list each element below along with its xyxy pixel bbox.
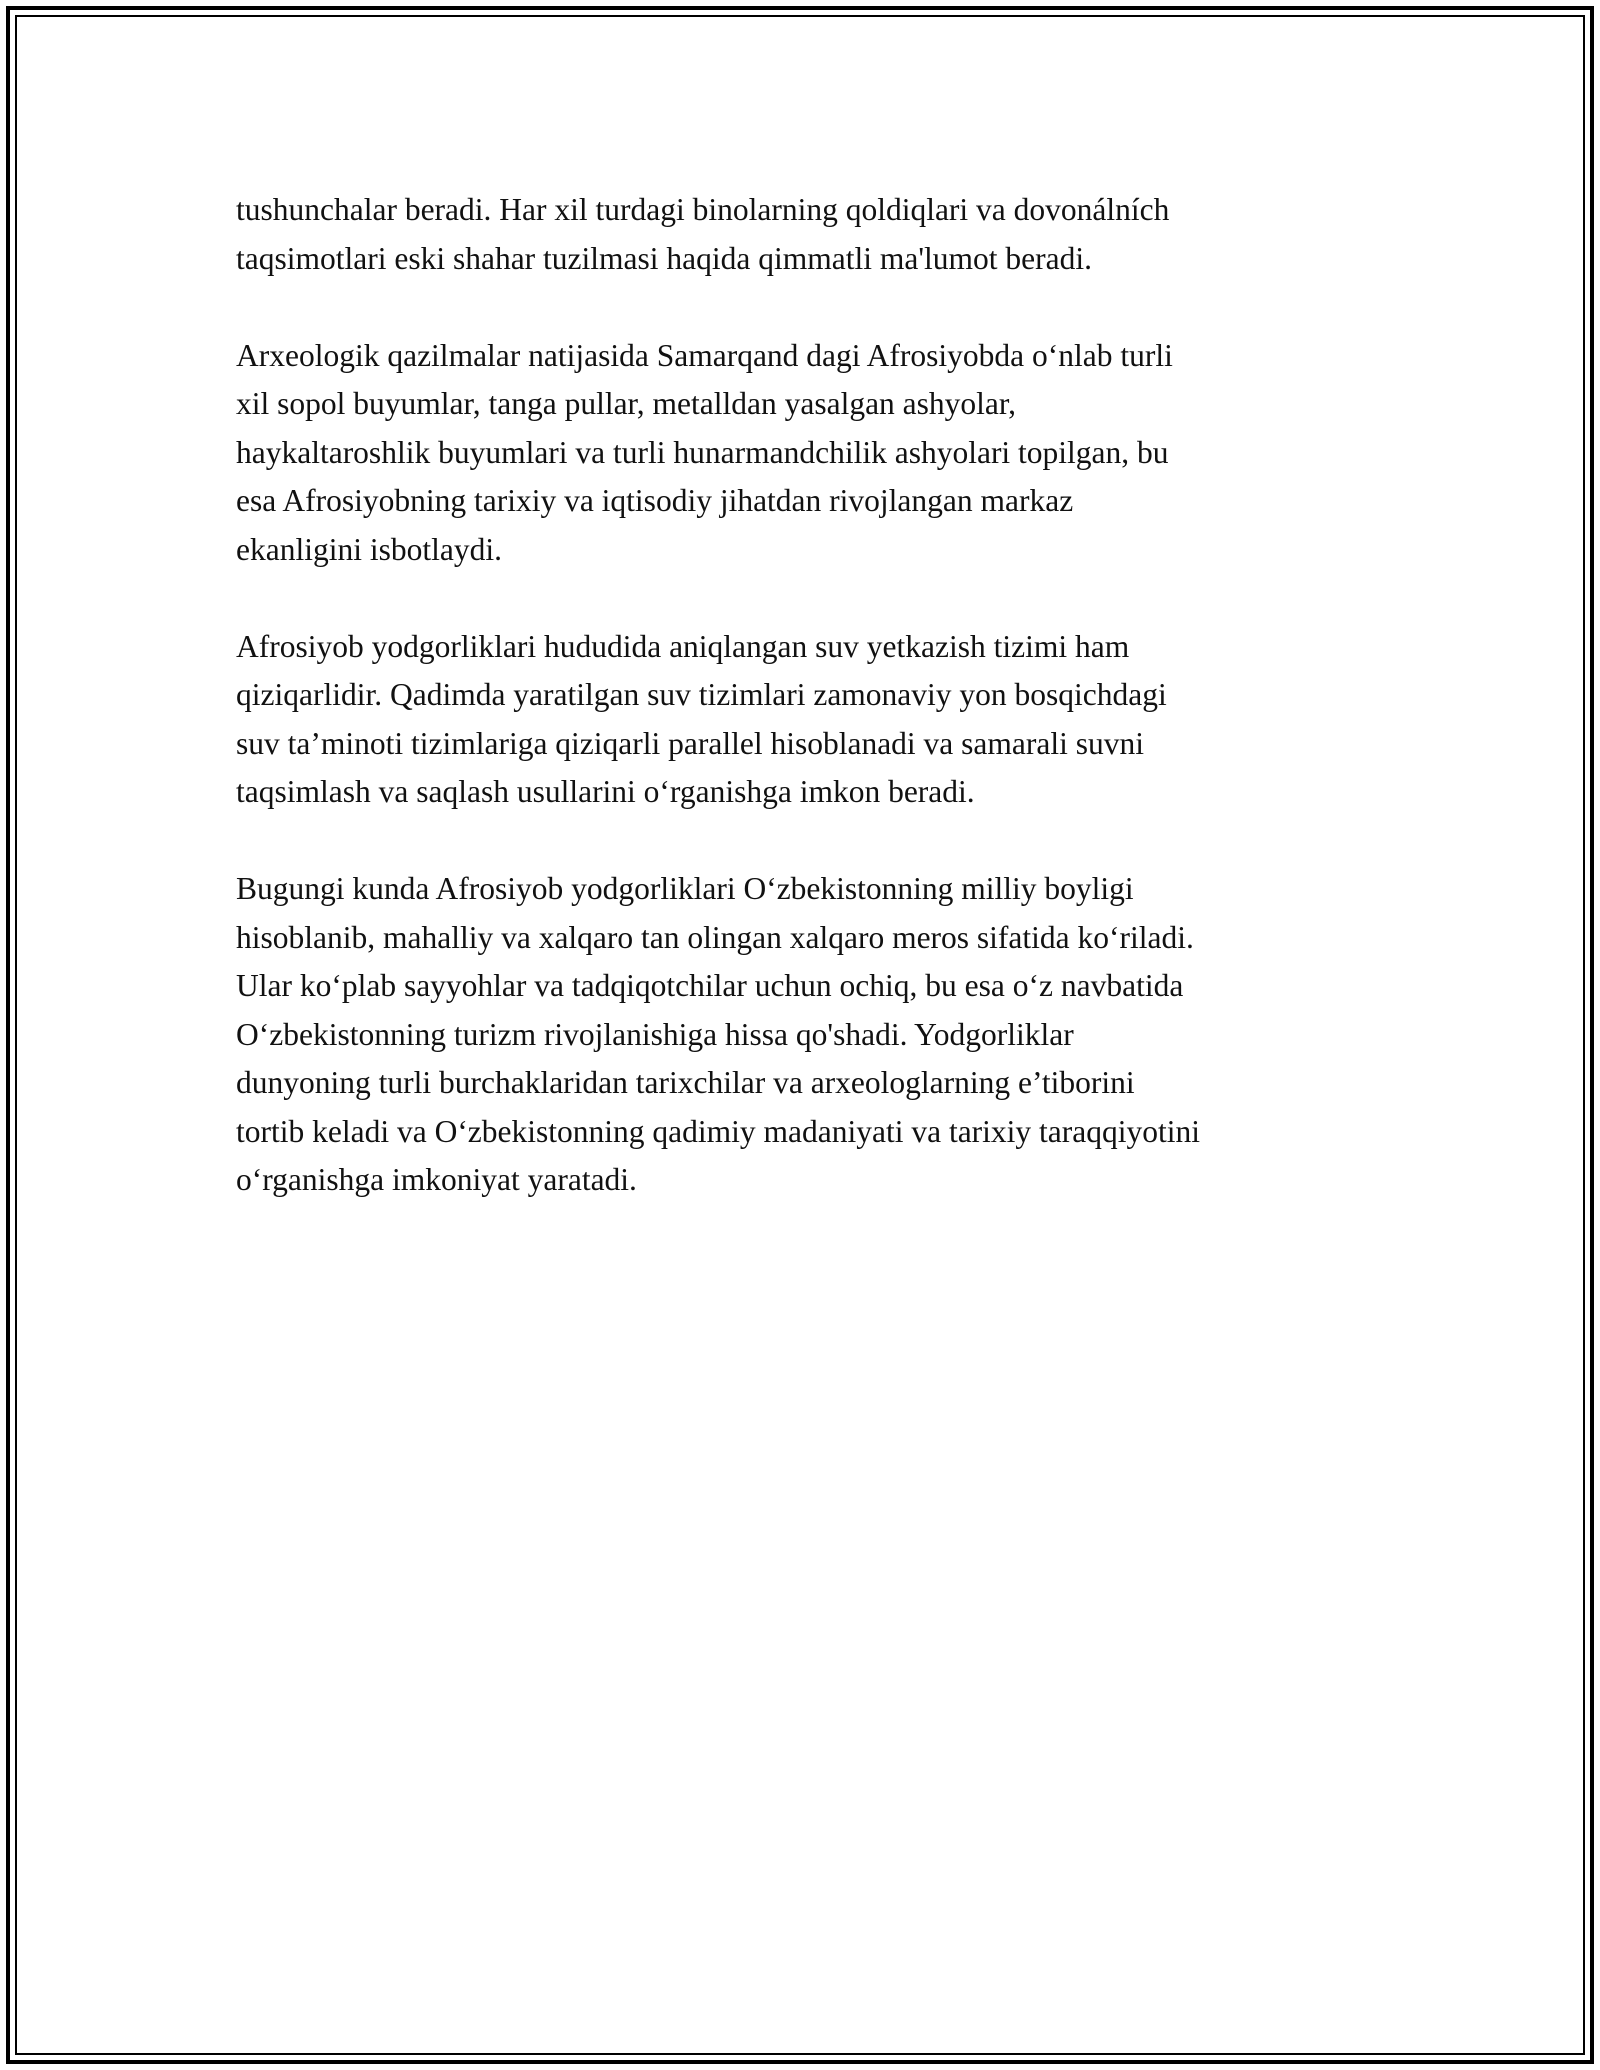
paragraph-line: xil sopol buyumlar, tanga pullar, metalldan yasalgan ashyolar, [236, 386, 1017, 421]
paragraph-line: dunyoning turli burchaklaridan tarixchilar va arxeologlarning e’tiborini [236, 1065, 1135, 1100]
paragraph-line: taqsimotlari eski shahar tuzilmasi haqida qimmatli ma'lumot beradi. [236, 240, 1092, 276]
paragraph-line: hisoblanib, mahalliy va xalqaro tan olingan xalqaro meros sifatida ko‘riladi. [236, 919, 1194, 955]
paragraph-line: Ular ko‘plab sayyohlar va tadqiqotchilar uchun ochiq, bu esa o‘z navbatida [236, 968, 1184, 1003]
paragraph-line: suv ta’minoti tizimlariga qiziqarli parallel hisoblanadi va samarali suvni [236, 725, 1144, 761]
paragraph-3 [236, 623, 1376, 817]
paragraph-line: Afrosiyob yodgorliklari hududida aniqlangan suv yetkazish tizimi ham [236, 628, 1130, 664]
paragraph-line: o‘rganishga imkoniyat yaratadi. [236, 1162, 637, 1197]
paragraph-line: taqsimlash va saqlash usullarini o‘rganishga imkon beradi. [236, 774, 975, 809]
paragraph-line: Arxeologik qazilmalar natijasida Samarqand dagi Afrosiyobda o‘nlab turli [236, 337, 1173, 373]
paragraph-line: tushunchalar beradi. Har xil turdagi binolarning qoldiqlari va dovonálních [236, 192, 1170, 227]
paragraph-line: esa Afrosiyobning tarixiy va iqtisodiy jihatdan rivojlangan markaz [236, 483, 1074, 518]
document-body [236, 186, 1376, 1253]
paragraph-line: qiziqarlidir. Qadimda yaratilgan suv tizimlari zamonaviy yon bosqichdagi [236, 677, 1167, 712]
paragraph-line: O‘zbekistonning turizm rivojlanishiga hissa qo'shadi. Yodgorliklar [236, 1016, 1074, 1052]
paragraph-1 [236, 186, 1376, 283]
paragraph-line: tortib keladi va O‘zbekistonning qadimiy madaniyati va tarixiy taraqqiyotini [236, 1113, 1201, 1149]
paragraph-line: ekanligini isbotlaydi. [236, 531, 502, 567]
paragraph-line: haykaltaroshlik buyumlari va turli hunarmandchilik ashyolari topilgan, bu [236, 434, 1169, 470]
paragraph-line: Bugungi kunda Afrosiyob yodgorliklari O‘zbekistonning milliy boyligi [236, 871, 1134, 906]
paragraph-2 [236, 332, 1376, 575]
paragraph-4 [236, 865, 1376, 1205]
